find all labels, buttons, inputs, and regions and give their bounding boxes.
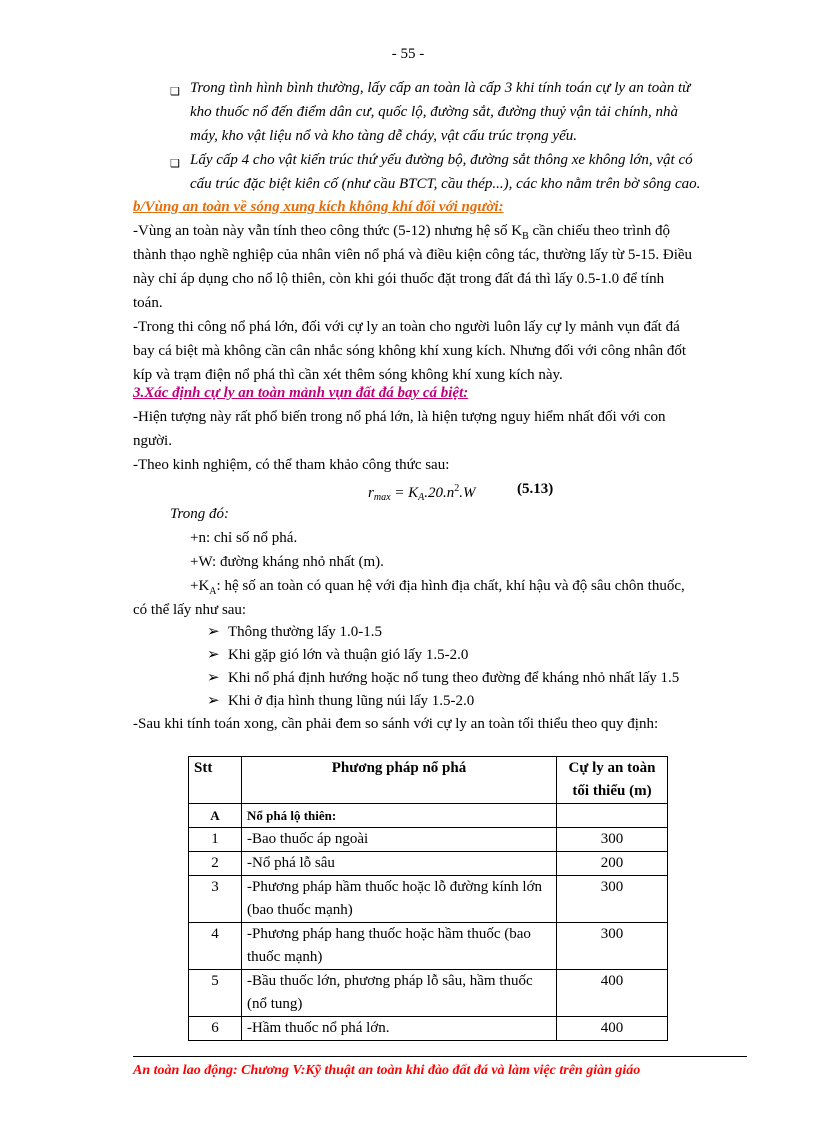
row-stt: 3	[189, 876, 242, 923]
group-stt: A	[189, 804, 242, 828]
table-row	[189, 876, 668, 923]
ka-value-1: Thông thường lấy 1.0-1.5	[228, 624, 382, 640]
section-b-paragraph-2-line-1: -Trong thi công nổ phá lớn, đối với cự ly an toàn cho người luôn lấy cự ly mảnh vụn đất đá	[133, 319, 680, 335]
row-method: -Phương pháp hang thuốc hoặc hầm thuốc (bao thuốc mạnh)	[242, 923, 557, 970]
section-b-paragraph-1-line-2: thành thạo nghề nghiệp của nhân viên nổ phá và điều kiện công tác, thường lấy từ 5-15. Điều	[133, 247, 693, 263]
bullet-2-line-1: Lấy cấp 4 cho vật kiến trúc thứ yếu đường bộ, đường sắt thông xe không lớn, vật có	[190, 152, 693, 168]
section-3-after-text: -Sau khi tính toán xong, cần phải đem so sánh với cự ly an toàn tối thiểu theo quy định:	[133, 716, 659, 732]
section-b-paragraph-1-line-3: này chỉ áp dụng cho nổ lộ thiên, còn khi gói thuốc đặt trong đất đá thì lấy 0.5-1.0 để tính	[133, 271, 665, 287]
table-group-row	[189, 804, 668, 828]
bullet-1-line-1: Trong tình hình bình thường, lấy cấp an toàn là cấp 3 khi tính toán cự ly an toàn từ	[190, 80, 691, 96]
group-empty	[557, 804, 668, 828]
bullet-1-line-3: máy, kho vật liệu nổ và kho tàng dễ cháy, vật cấu trúc trọng yếu.	[190, 128, 577, 144]
square-bullet-icon: ❑	[170, 158, 180, 170]
header-stt: Stt	[189, 757, 242, 804]
row-stt: 1	[189, 828, 242, 852]
row-stt: 2	[189, 852, 242, 876]
table-row	[189, 970, 668, 1017]
section-3-paragraph-2: -Theo kinh nghiệm, có thể tham khảo công thức sau:	[133, 457, 450, 473]
row-method: -Hầm thuốc nổ phá lớn.	[242, 1017, 557, 1041]
footer-divider	[133, 1056, 747, 1057]
arrow-bullet-icon: ➢	[207, 647, 220, 663]
row-distance: 200	[557, 852, 668, 876]
bullet-1-line-2: kho thuốc nổ đến điểm dân cư, quốc lộ, đường sắt, đường thuỷ vận tải chính, nhà	[190, 104, 678, 120]
section-b-heading: b/Vùng an toàn về sóng xung kích không khí đối với người:	[133, 199, 504, 215]
section-3-paragraph-1-line-2: người.	[133, 433, 172, 449]
group-label: Nổ phá lộ thiên:	[242, 804, 557, 828]
ka-value-4: Khi ở địa hình thung lũng núi lấy 1.5-2.0	[228, 693, 475, 709]
header-method: Phương pháp nổ phá	[242, 757, 557, 804]
table-row	[189, 923, 668, 970]
page-footer: An toàn lao động: Chương V:Kỹ thuật an toàn khi đào đất đá và làm việc trên giàn giáo	[133, 1063, 641, 1078]
row-method: -Bao thuốc áp ngoài	[242, 828, 557, 852]
arrow-bullet-icon: ➢	[207, 624, 220, 640]
row-stt: 6	[189, 1017, 242, 1041]
bullet-2-line-2: cấu trúc đặc biệt kiên cố (như cầu BTCT, cầu thép...), các kho nằm trên bờ sông cao.	[190, 176, 701, 192]
section-b-paragraph-1-line-4: toán.	[133, 295, 163, 311]
section-b-paragraph-2-line-3: kíp và trạm điện nổ phá thì cần xét thêm sóng không khí xung kích này.	[133, 367, 563, 383]
definition-n: +n: chỉ số nổ phá.	[190, 530, 298, 546]
page-number: - 55 -	[391, 46, 425, 62]
section-b-paragraph-2-line-2: bay cá biệt mà không cần cân nhắc sóng không khí xung kích. Nhưng đối với công nhân đốt	[133, 343, 687, 359]
table-header-row	[189, 757, 668, 804]
row-distance: 300	[557, 923, 668, 970]
section-3-heading: 3.Xác định cự ly an toàn mảnh vụn đất đá bay cá biệt:	[133, 385, 469, 401]
ka-value-3: Khi nổ phá định hướng hoặc nổ tung theo đường để kháng nhỏ nhất lấy 1.5	[228, 670, 680, 686]
table-row	[189, 1017, 668, 1041]
definition-ka-line-2: có thể lấy như sau:	[133, 602, 247, 618]
definition-w: +W: đường kháng nhỏ nhất (m).	[190, 554, 384, 570]
row-distance: 300	[557, 876, 668, 923]
equation-number: (5.13)	[517, 481, 554, 497]
row-method: -Nổ phá lỗ sâu	[242, 852, 557, 876]
arrow-bullet-icon: ➢	[207, 670, 220, 686]
section-b-paragraph-1-line-1: -Vùng an toàn này vẫn tính theo công thức (5-12) nhưng hệ số $K_B$ cần chiếu theo trình độ	[133, 223, 670, 242]
section-3-paragraph-1-line-1: -Hiện tượng này rất phổ biến trong nổ phá lớn, là hiện tượng nguy hiểm nhất đối với con	[133, 409, 666, 425]
row-method: -Bầu thuốc lớn, phương pháp lỗ sâu, hầm thuốc (nổ tung)	[242, 970, 557, 1017]
row-distance: 400	[557, 970, 668, 1017]
table-row	[189, 828, 668, 852]
row-stt: 4	[189, 923, 242, 970]
row-method: -Phương pháp hầm thuốc hoặc lỗ đường kính lớn (bao thuốc mạnh)	[242, 876, 557, 923]
header-distance: Cự ly an toàn tối thiểu (m)	[557, 757, 668, 804]
arrow-bullet-icon: ➢	[207, 693, 220, 709]
definition-ka: $+K_A$: hệ số an toàn có quan hệ với địa hình địa chất, khí hậu và độ sâu chôn thuốc,	[190, 578, 685, 597]
ka-value-2: Khi gặp gió lớn và thuận gió lấy 1.5-2.0	[228, 647, 469, 663]
table-row	[189, 852, 668, 876]
row-distance: 300	[557, 828, 668, 852]
safety-distance-table	[188, 756, 668, 1041]
row-stt: 5	[189, 970, 242, 1017]
square-bullet-icon: ❑	[170, 86, 180, 98]
row-distance: 400	[557, 1017, 668, 1041]
where-label: Trong đó:	[170, 506, 230, 522]
formula: $r_{max} = K_A.20.n^2.W$	[368, 483, 476, 503]
